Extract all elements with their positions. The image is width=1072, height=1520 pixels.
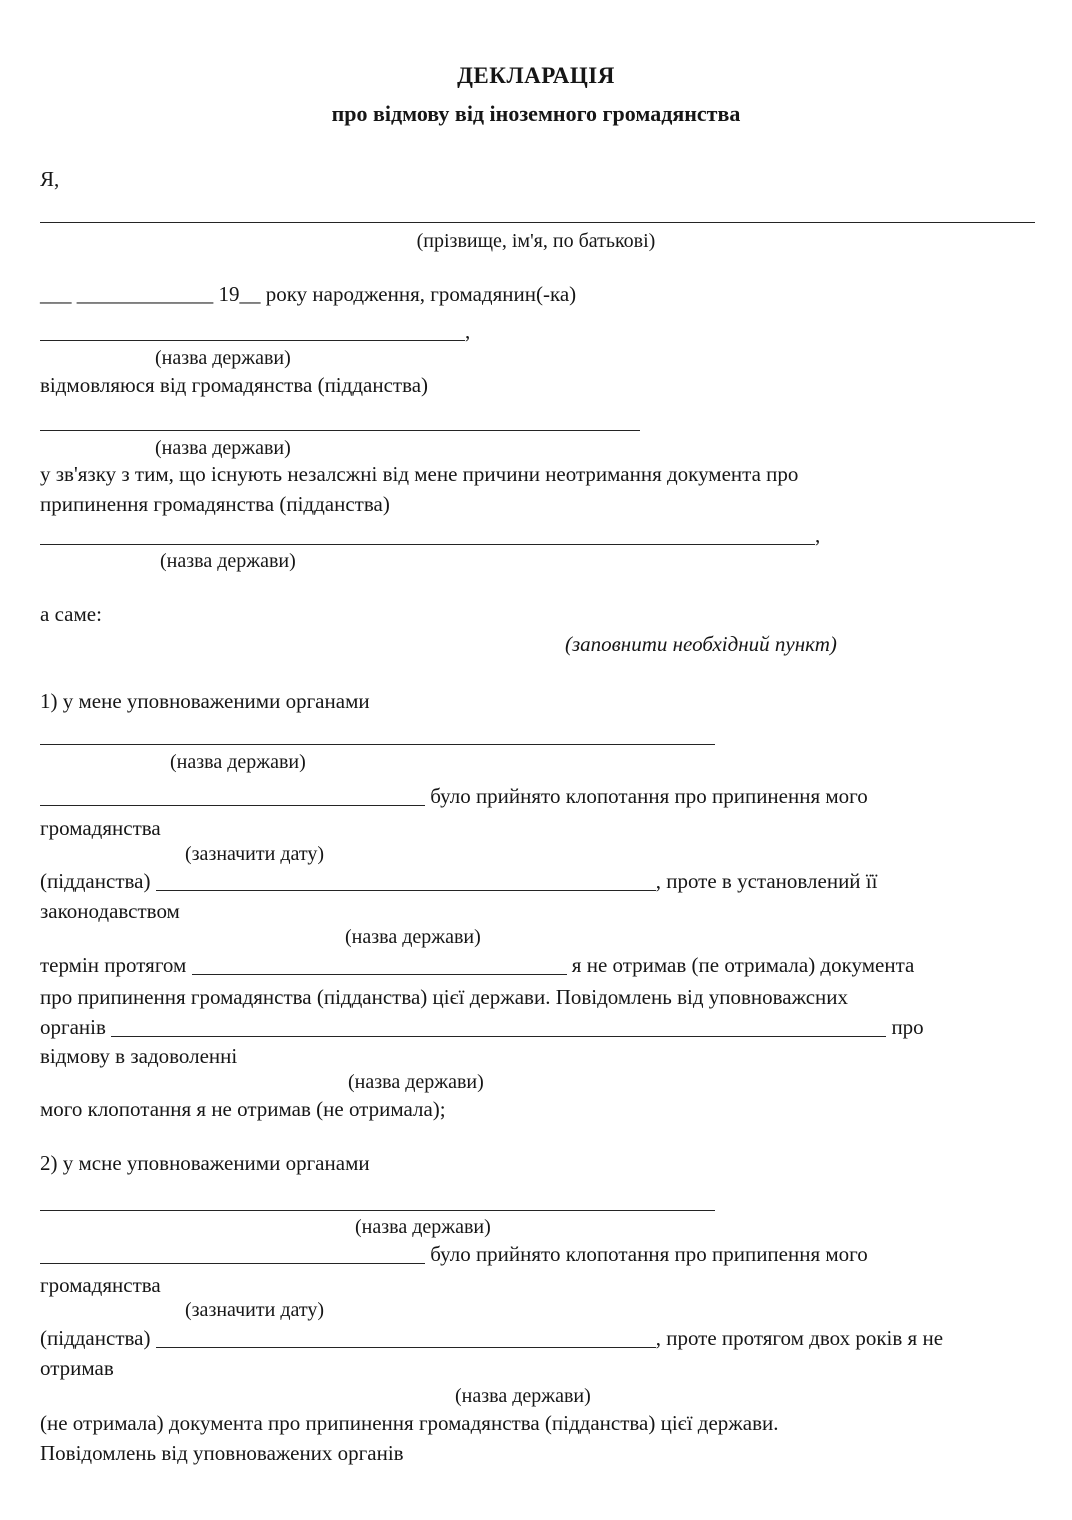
item1-organs-fill-line [111,1017,886,1037]
item2-citizenship-text: громадянства [40,1273,161,1297]
item2-accepted-row [40,1241,868,1267]
item2-heading: 2) у мсне уповноваженими органами [40,1151,370,1175]
item1-final-text: мого клопотання я не отримав (не отримала); [40,1097,446,1121]
item1-state-fill-row [40,722,715,748]
item1-para-text: про припинення громадянства (підданства) цієї держави. Повідомлень від уповноважсних [40,985,849,1009]
state-caption-6: (назва держави) [348,1071,484,1093]
item2-piddanstva-text: (підданства) [40,1326,151,1350]
item1-piddanstva-row [40,868,877,894]
state-caption-5: (назва держави) [345,926,481,948]
state-caption-8: (назва держави) [455,1385,591,1407]
item1-term-fill-line [192,955,567,975]
item1-accepted-text: було прийнято клопотання про припинення мого [430,784,868,808]
item2-para-text-2: Повідомлень від уповноважених органів [40,1441,404,1465]
item2-piddanstva-row [40,1325,943,1351]
item1-piddanstva-text: (підданства) [40,869,151,893]
item2-state-fill-line [40,1191,715,1211]
date-caption-1: (зазначити дату) [185,843,324,865]
renounce-text: відмовляюся від громадянства (підданства) [40,373,429,397]
item1-refusal-text: відмову в задоволенні [40,1044,238,1068]
item2-received-text: отримав [40,1356,114,1380]
comma-text: , [815,523,821,547]
item1-date-fill-line [40,786,425,806]
item1-legislation-text: законодавством [40,899,180,923]
state-fill-line-3 [40,525,815,545]
birth-line: ___ _____________ 19__ року народження, громадянин(-ка) [40,282,577,306]
state-caption-2: (назва держави) [155,437,291,459]
date-caption-2: (зазначити дату) [185,1299,324,1321]
state-fill-line-2 [40,411,640,431]
item2-state-fill-row [40,1188,715,1214]
item1-organs-text: органів [40,1015,106,1039]
comma-text: , [465,319,471,343]
state-fill-row-3 [40,522,820,548]
item1-term-row [40,952,914,978]
item2-prote-text: , проте протягом двох років я не [655,1326,944,1350]
document-title: ДЕКЛАРАЦІЯ [457,63,615,88]
item2-date-fill-line [40,1244,425,1264]
item1-term-pre-text: термін протягом [40,953,187,977]
item1-state-fill-line [40,725,715,745]
item1-pro-text: про [891,1015,924,1039]
fill-hint-text: (заповнити необхідний пункт) [565,632,837,656]
state-caption-3: (назва держави) [160,550,296,572]
namely-text: а саме: [40,602,102,626]
item1-citizenship-text: громадянства [40,816,161,840]
state-fill-row-1 [40,318,470,344]
reason-text-1: у зв'язку з тим, що існують незалсжні від мене причини неотримання документа про [40,462,799,486]
item1-organs-row [40,1014,924,1040]
state-caption-1: (назва держави) [155,347,291,369]
document-subtitle: про відмову від іноземного громадянства [331,101,741,126]
state-fill-row-2 [40,408,640,434]
name-fill-line [40,222,1035,223]
item2-accepted-text: було прийнято клопотання про припипення мого [430,1242,868,1266]
name-caption: (прізвище, ім'я, по батькові) [416,230,656,252]
reason-text-2: припинення громадянства (підданства) [40,492,390,516]
state-caption-4: (назва держави) [170,751,306,773]
pronoun-text: Я, [40,167,60,191]
item1-accepted-row [40,783,868,809]
item1-heading: 1) у мене уповноваженими органами [40,689,370,713]
item1-prote-text: , проте в установлений її [655,869,878,893]
state-fill-line-1 [40,321,465,341]
state-caption-7: (назва держави) [355,1216,491,1238]
item2-piddanstva-fill-line [156,1328,656,1348]
item1-piddanstva-fill-line [156,871,656,891]
item1-term-post-text: я не отримав (пе отримала) документа [571,953,915,977]
item2-para-text-1: (не отримала) документа про припинення громадянства (підданства) цієї держави. [40,1411,779,1435]
